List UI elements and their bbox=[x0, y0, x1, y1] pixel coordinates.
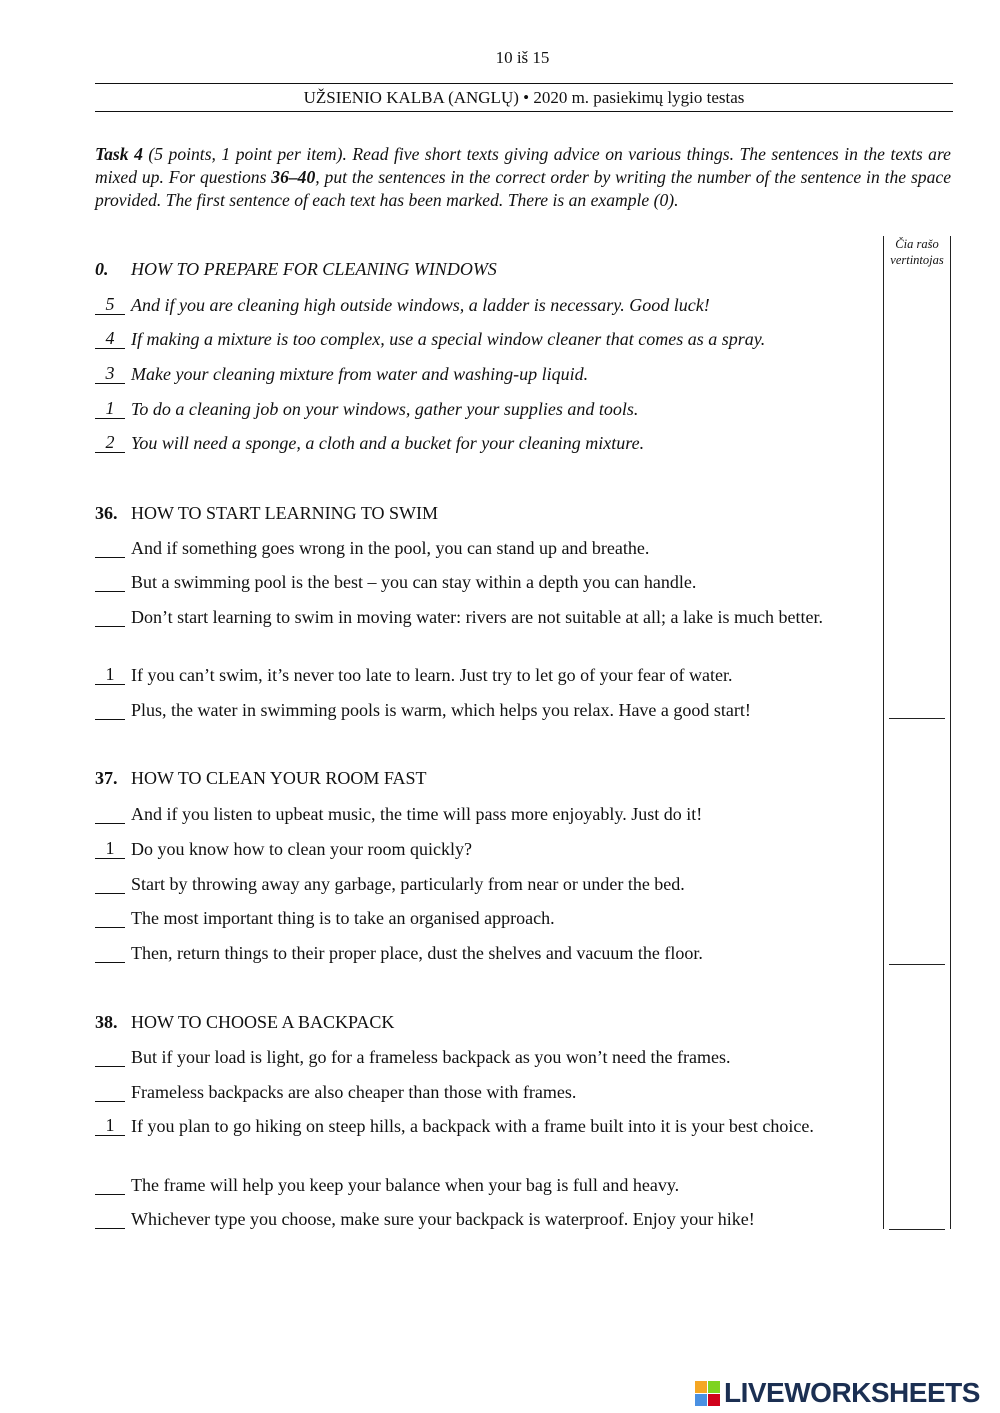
answer-blank[interactable] bbox=[95, 873, 125, 894]
sentence-text: But a swimming pool is the best – you can stay within a depth you can handle. bbox=[131, 572, 697, 592]
header-rule-top bbox=[95, 83, 953, 84]
sentence-text: Then, return things to their proper place, dust the shelves and vacuum the floor. bbox=[131, 943, 703, 963]
section-heading bbox=[95, 503, 438, 524]
list-item bbox=[95, 294, 867, 317]
answer-blank[interactable] bbox=[95, 803, 125, 824]
sentence-text: Do you know how to clean your room quickly? bbox=[131, 839, 472, 859]
sentence-text: You will need a sponge, a cloth and a bucket for your cleaning mixture. bbox=[131, 433, 645, 453]
answer-blank[interactable]: 1 bbox=[95, 664, 125, 685]
answer-blank[interactable]: 4 bbox=[95, 328, 125, 349]
sentence-text: Make your cleaning mixture from water and washing-up liquid. bbox=[131, 364, 589, 384]
list-item bbox=[95, 1174, 867, 1197]
section-number: 38. bbox=[95, 1012, 118, 1032]
list-item bbox=[95, 1081, 867, 1104]
section-title: HOW TO CHOOSE A BACKPACK bbox=[131, 1012, 395, 1032]
list-item bbox=[95, 432, 867, 455]
list-item bbox=[95, 873, 867, 896]
logo-text: LIVEWORKSHEETS bbox=[724, 1377, 980, 1408]
liveworksheets-logo[interactable] bbox=[695, 1378, 980, 1408]
liveworksheets-logo-icon bbox=[695, 1381, 720, 1406]
assessor-label: Čia rašo vertintojas bbox=[890, 237, 944, 267]
answer-blank[interactable]: 3 bbox=[95, 363, 125, 384]
answer-blank[interactable] bbox=[95, 942, 125, 963]
list-item bbox=[95, 838, 867, 861]
page-number: 10 iš 15 bbox=[495, 48, 550, 67]
answer-blank[interactable] bbox=[95, 571, 125, 592]
list-item bbox=[95, 1046, 867, 1069]
section-number: 37. bbox=[95, 768, 118, 788]
sentence-text: To do a cleaning job on your windows, gather your supplies and tools. bbox=[131, 399, 639, 419]
sentence-text: Frameless backpacks are also cheaper than those with frames. bbox=[131, 1082, 577, 1102]
list-item bbox=[95, 606, 867, 629]
sentence-text: The frame will help you keep your balance when your bag is full and heavy. bbox=[131, 1175, 680, 1195]
list-item bbox=[95, 571, 867, 594]
list-item bbox=[95, 363, 867, 386]
section-heading bbox=[95, 1012, 394, 1033]
logo-square bbox=[708, 1381, 720, 1393]
section-title: HOW TO START LEARNING TO SWIM bbox=[131, 503, 438, 523]
answer-blank[interactable] bbox=[95, 1081, 125, 1102]
sentence-text: If making a mixture is too complex, use a special window cleaner that comes as a spray. bbox=[131, 329, 766, 349]
assessor-column bbox=[883, 236, 951, 1229]
answer-blank[interactable]: 1 bbox=[95, 1115, 125, 1136]
score-line-37[interactable] bbox=[889, 964, 945, 965]
list-item bbox=[95, 398, 867, 421]
task-label: Task 4 bbox=[95, 144, 143, 164]
sentence-text: If you plan to go hiking on steep hills, a backpack with a frame built into it is your best choice. bbox=[131, 1116, 814, 1136]
task-intro-2: , put the sentences in the correct order by writing the number of the sentence in the space provided. The first sentence of each text has been marked. There is an example (0). bbox=[95, 167, 951, 210]
answer-blank[interactable]: 1 bbox=[95, 838, 125, 859]
sentence-text: And if you listen to upbeat music, the time will pass more enjoyably. Just do it! bbox=[131, 804, 703, 824]
task-range: 36–40 bbox=[271, 167, 316, 187]
answer-blank[interactable] bbox=[95, 606, 125, 627]
sentence-text: Whichever type you choose, make sure your backpack is waterproof. Enjoy your hike! bbox=[131, 1209, 755, 1229]
list-item bbox=[95, 699, 867, 722]
sentence-text: Start by throwing away any garbage, particularly from near or under the bed. bbox=[131, 874, 685, 894]
sentence-text: Don’t start learning to swim in moving water: rivers are not suitable at all; a lake is much better. bbox=[131, 607, 823, 627]
section-heading bbox=[95, 259, 497, 280]
list-item bbox=[95, 537, 867, 560]
list-item bbox=[95, 942, 867, 965]
list-item bbox=[95, 664, 867, 687]
task-instructions bbox=[95, 143, 951, 212]
answer-blank[interactable]: 5 bbox=[95, 294, 125, 315]
answer-blank[interactable]: 2 bbox=[95, 432, 125, 453]
sentence-text: And if you are cleaning high outside windows, a ladder is necessary. Good luck! bbox=[131, 295, 710, 315]
logo-square bbox=[708, 1394, 720, 1406]
list-item bbox=[95, 1208, 867, 1231]
answer-blank[interactable] bbox=[95, 907, 125, 928]
logo-square bbox=[695, 1394, 707, 1406]
score-line-38[interactable] bbox=[889, 1229, 945, 1230]
answer-blank[interactable] bbox=[95, 1208, 125, 1229]
answer-blank[interactable] bbox=[95, 1174, 125, 1195]
section-title: HOW TO PREPARE FOR CLEANING WINDOWS bbox=[131, 259, 497, 279]
sentence-text: But if your load is light, go for a frameless backpack as you won’t need the frames. bbox=[131, 1047, 731, 1067]
score-line-36[interactable] bbox=[889, 718, 945, 719]
list-item bbox=[95, 803, 867, 826]
section-number: 0. bbox=[95, 259, 109, 279]
sentence-text: If you can’t swim, it’s never too late to learn. Just try to let go of your fear of water. bbox=[131, 665, 733, 685]
sentence-text: The most important thing is to take an organised approach. bbox=[131, 908, 555, 928]
answer-blank[interactable] bbox=[95, 1046, 125, 1067]
section-title: HOW TO CLEAN YOUR ROOM FAST bbox=[131, 768, 427, 788]
list-item bbox=[95, 1115, 867, 1138]
list-item bbox=[95, 328, 867, 351]
answer-blank[interactable] bbox=[95, 537, 125, 558]
header-title: UŽSIENIO KALBA (ANGLŲ) • 2020 m. pasiekimų lygio testas bbox=[303, 88, 745, 107]
answer-blank[interactable] bbox=[95, 699, 125, 720]
sentence-text: Plus, the water in swimming pools is warm, which helps you relax. Have a good start! bbox=[131, 700, 751, 720]
sentence-text: And if something goes wrong in the pool, you can stand up and breathe. bbox=[131, 538, 650, 558]
section-heading bbox=[95, 768, 427, 789]
task-intro-1: (5 points, 1 point per item). Read five short texts giving advice on various things. The sentences in the texts are mixed up. For questions bbox=[95, 144, 951, 187]
answer-blank[interactable]: 1 bbox=[95, 398, 125, 419]
list-item bbox=[95, 907, 867, 930]
header-rule-bottom bbox=[95, 111, 953, 112]
section-number: 36. bbox=[95, 503, 118, 523]
logo-square bbox=[695, 1381, 707, 1393]
